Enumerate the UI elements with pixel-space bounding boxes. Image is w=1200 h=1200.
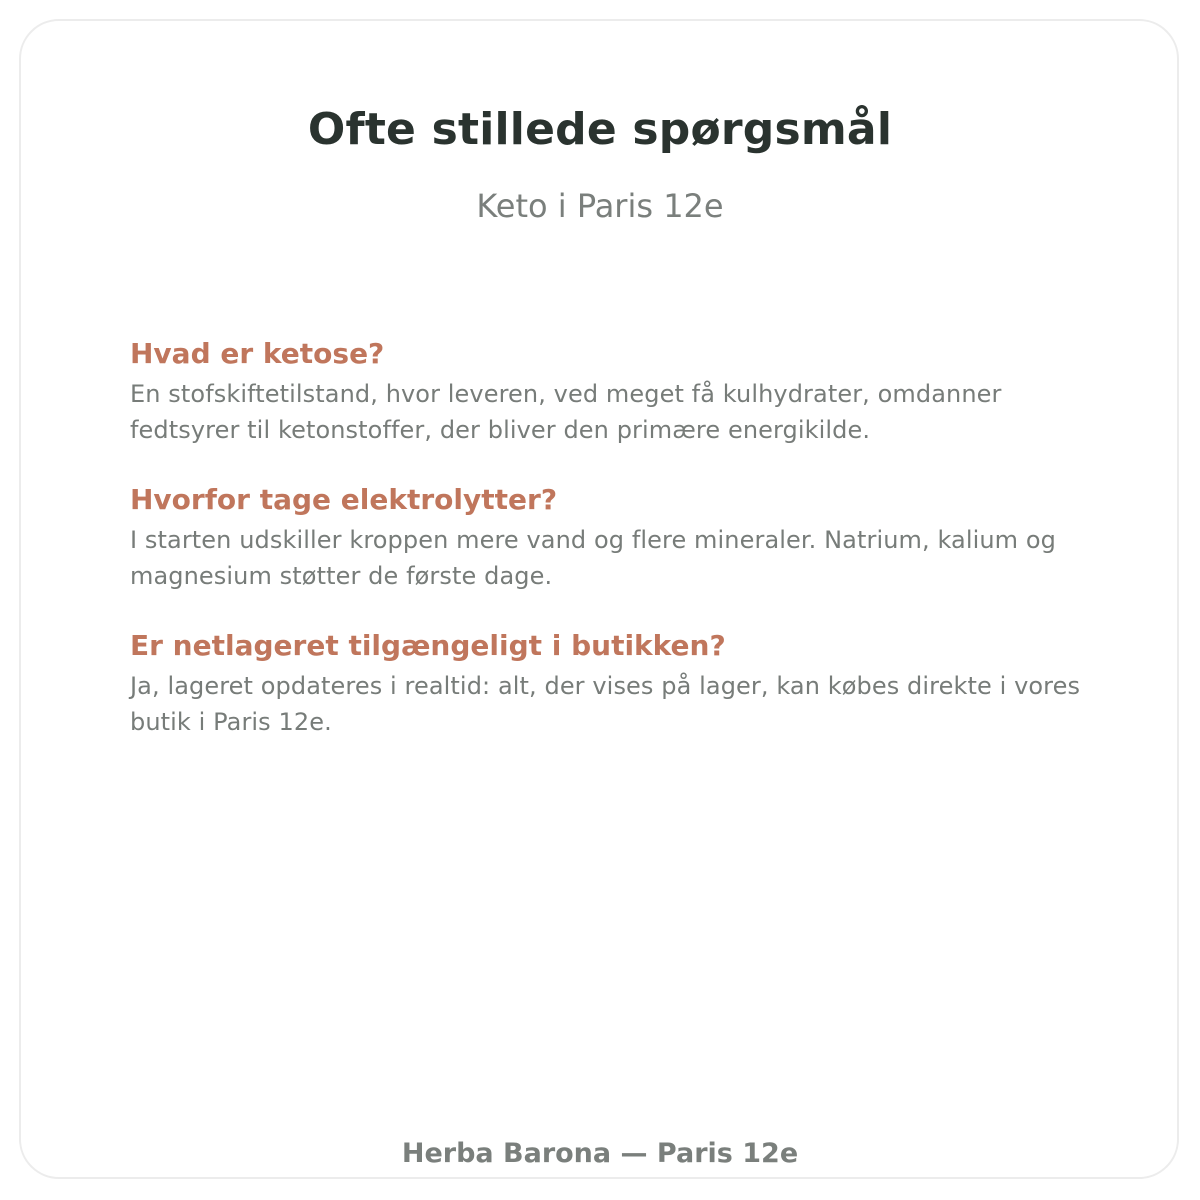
faq-answer: I starten udskiller kroppen mere vand og flere mineraler. Natrium, kalium og magnesium støtter de første dage. <box>130 526 1057 590</box>
page-title: Ofte stillede spørgsmål <box>307 104 893 155</box>
faq-item <box>130 478 1090 594</box>
footer-brand: Herba Barona — Paris 12e <box>401 1138 799 1169</box>
faq-question: Hvad er ketose? <box>130 337 385 370</box>
faq-item <box>130 624 1090 740</box>
faq-question: Hvorfor tage elektrolytter? <box>130 483 558 516</box>
faq-list <box>130 332 1090 770</box>
page-subtitle: Keto i Paris 12e <box>476 187 724 225</box>
faq-answer: En stofskiftetilstand, hvor leveren, ved meget få kulhydrater, omdanner fedtsyrer til ketonstoffer, der bliver den primære energikilde. <box>130 380 1002 444</box>
faq-answer: Ja, lageret opdateres i realtid: alt, der vises på lager, kan købes direkte i vores butik i Paris 12e. <box>130 672 1081 736</box>
faq-item <box>130 332 1090 448</box>
faq-question: Er netlageret tilgængeligt i butikken? <box>130 629 726 662</box>
